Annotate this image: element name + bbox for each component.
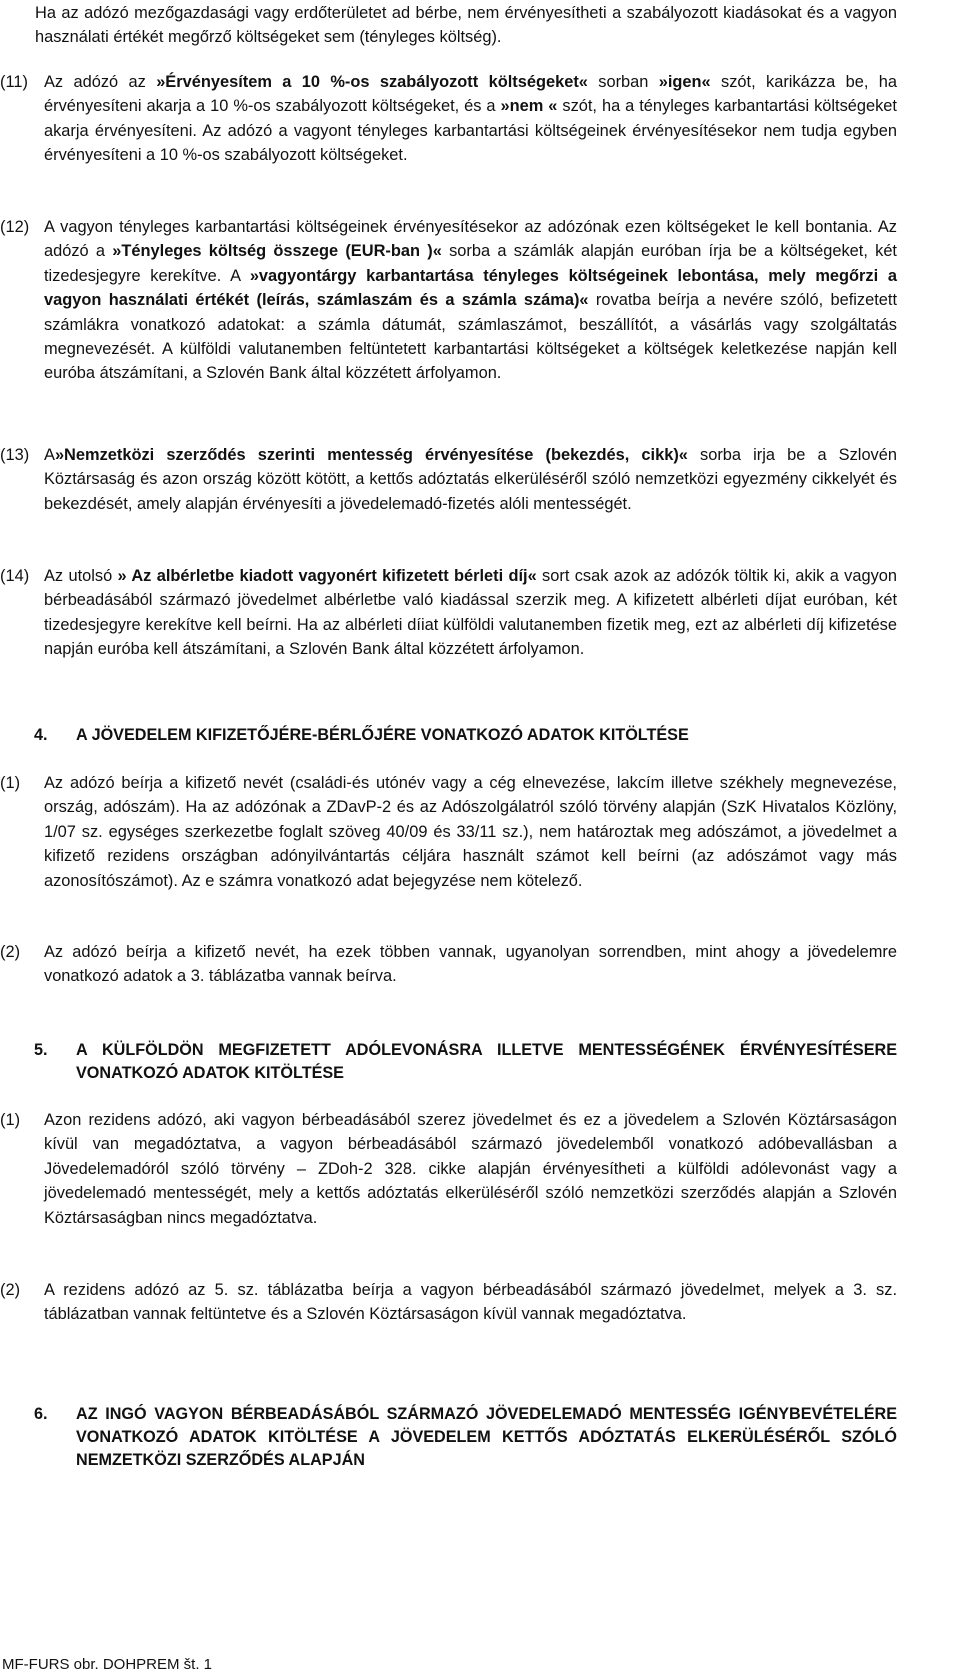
text-run: sort csak azok az adózók töltik ki, akik a vagyon bérbeadásából származó jövedelmet albérletbe való kiadással szerzik meg. A kifizetett albérleti díjat euróban, két tizedesjegyre kerekítve kell beírni. Ha az albérleti díiat külföldi valutanemben fizetik meg, ezt az albérleti díj kifizetése napján euróba kell átszámítani, a Szlovén Bank által közzétett árfolyamon. (44, 567, 897, 659)
text-run: rovatba beírja a nevére szóló, befizetett számlákra vonatkozó adatokat: a számla dátumát, számlaszámot, beszállítót, a vásárlás vagy szolgáltatás megnevezését. A külföldi valutanemben feltüntetett karbantartási költségeket a költségek keletkezése napján kell euróba átszámítani, a Szlovén Bank által közzétett árfolyamon. (44, 291, 898, 383)
section-title: A JÖVEDELEM KIFIZETŐJÉRE-BÉRLŐJÉRE VONATKOZÓ ADATOK KITÖLTÉSE (76, 726, 689, 744)
bold-text-run: »vagyontárgy karbantartása tényleges költségeinek lebontása, mely megőrzi a vagyon használati értékét (leírás, számlaszám és a számla száma)« (44, 266, 897, 310)
text-run: Az adózó az (44, 73, 157, 91)
text-run: Az utolsó (44, 567, 118, 585)
item-text (44, 70, 897, 168)
section-title: A KÜLFÖLDÖN MEGFIZETETT ADÓLEVONÁSRA ILLETVE MENTESSÉGÉNEK ÉRVÉNYESÍTÉSERE VONATKOZÓ ADATOK KITÖLTÉSE (76, 1041, 897, 1082)
bold-text-run: »igen« (658, 73, 711, 91)
item-text: A rezidens adózó az 5. sz. táblázatba beírja a vagyon bérbeadásából származó jövedelmet, melyek a 3. sz. táblázatban vannak feltüntetve és a Szlovén Köztársaságon kívül vannak megadóztatva. (44, 1281, 897, 1324)
bold-text-run: »Nemzetközi szerződés szerinti mentesség érvényesítése (bekezdés, cikk)« (54, 446, 688, 464)
item-text (44, 443, 897, 516)
item-text: Az adózó beírja a kifizető nevét (családi-és utónév vagy a cég elnevezése, lakcím illetve székhely megnevezése, ország, adószám). Ha az adózónak a ZDavP-2 és az Adószolgálatról szóló törvény alapján (SzK Hivatalos Közlöny, 1/07 sz. egységes szerkezetbe foglalt szöveg 40/09 és 33/11 sz.), nem határoztak meg adószámot, a jövedelmet a kifizető rezidens országban adónyilvántartás céljára használt számot kell beírni (az adószámot vagy más azonosítószámot). Az e számra vonatkozó adat bejegyzése nem kötelező. (44, 774, 897, 890)
section-number: 4. (34, 726, 48, 744)
text-run: sorba a számlák alapján euróban írja be a költségeket, két tizedesjegyre kerekítve. A (44, 242, 897, 285)
item-number: (14) (0, 567, 30, 585)
bold-text-run: »nem « (500, 97, 558, 116)
item-number: (13) (0, 446, 30, 464)
item-number: (12) (0, 218, 30, 236)
text-run: A (44, 446, 55, 464)
section-number: 5. (34, 1041, 48, 1059)
item-number: (1) (0, 774, 21, 792)
section-title: AZ INGÓ VAGYON BÉRBEADÁSÁBÓL SZÁRMAZÓ JÖVEDELEMADÓ MENTESSÉG IGÉNYBEVÉTELÉRE VONATKOZÓ ADATOK KITÖLTÉSE A JÖVEDELEM KETTŐS ADÓZTATÁS ELKERÜLÉSÉRŐL SZÓLÓ NEMZETKÖZI SZERZŐDÉS ALAPJÁN (76, 1405, 897, 1469)
bold-text-run: »Tényleges költség összege (EUR-ban )« (112, 242, 442, 261)
text-run: sorba irja be a Szlovén Köztársaság és azon ország között kötött, a kettős adóztatás elkerüléséről szóló nemzetközi egyezmény cikkelyét és bekezdését, amely alapján érvényesíti a jövedelemadó-fizetés alóli mentességét. (44, 446, 897, 513)
text-run: szót, karikázza be, ha érvényesíteni akarja a 10 %-os szabályozott költségeket, és a (44, 73, 897, 116)
bold-text-run: » Az albérletbe kiadott vagyonért kifizetett bérleti díj« (117, 567, 537, 585)
intro-paragraph: Ha az adózó mezőgazdasági vagy erdőterületet ad bérbe, nem érvényesítheti a szabályozott kiadásokat és a vagyon használati értékét megőrző költségeket sem (tényleges költség). (35, 4, 897, 47)
item-text (44, 215, 897, 386)
item-number: (2) (0, 943, 21, 961)
item-text: Azon rezidens adózó, aki vagyon bérbeadásából szerez jövedelmet és ez a jövedelem a Szlovén Köztársaságon kívül van megadóztatva, a vagyon bérbeadásából származó jövedelemből vonatkozó adóbevallásban a Jövedelemadóról szóló törvény – ZDoh-2 328. cikke alapján érvényesítheti a külföldi adólevonást vagy a jövedelemadó mentességét, mely a kettős adóztatás elkerüléséről szóló nemzetközi szerződés alapján a Szlovén Köztársaságban nincs megadóztatva. (44, 1111, 897, 1227)
text-run: szót, ha a tényleges karbantartási költségeket akarja érvényesíteni. Az adózó a vagyont tényleges karbantartási költségeinek érvényesítésekor nem tudja egyben érvényesíteni a 10 %-os szabályozott költségeket. (44, 97, 897, 165)
item-number: (1) (0, 1111, 21, 1129)
text-run: sorban (587, 73, 659, 91)
bold-text-run: »Érvényesítem a 10 %-os szabályozott költségeket« (156, 73, 588, 91)
text-run: A vagyon tényleges karbantartási költségeinek érvényesítésekor az adózónak ezen költségeket le kell bontania. Az adózó a (44, 218, 897, 261)
item-text: Az adózó beírja a kifizető nevét, ha ezek többen vannak, ugyanolyan sorrendben, mint ahogy a jövedelemre vonatkozó adatok a 3. táblázatba vannak beírva. (44, 943, 897, 986)
item-number: (2) (0, 1281, 21, 1299)
item-number: (11) (0, 73, 28, 91)
item-text (44, 564, 897, 662)
page-footer: MF-FURS obr. DOHPREM št. 1 (2, 1656, 213, 1673)
section-number: 6. (34, 1405, 48, 1423)
